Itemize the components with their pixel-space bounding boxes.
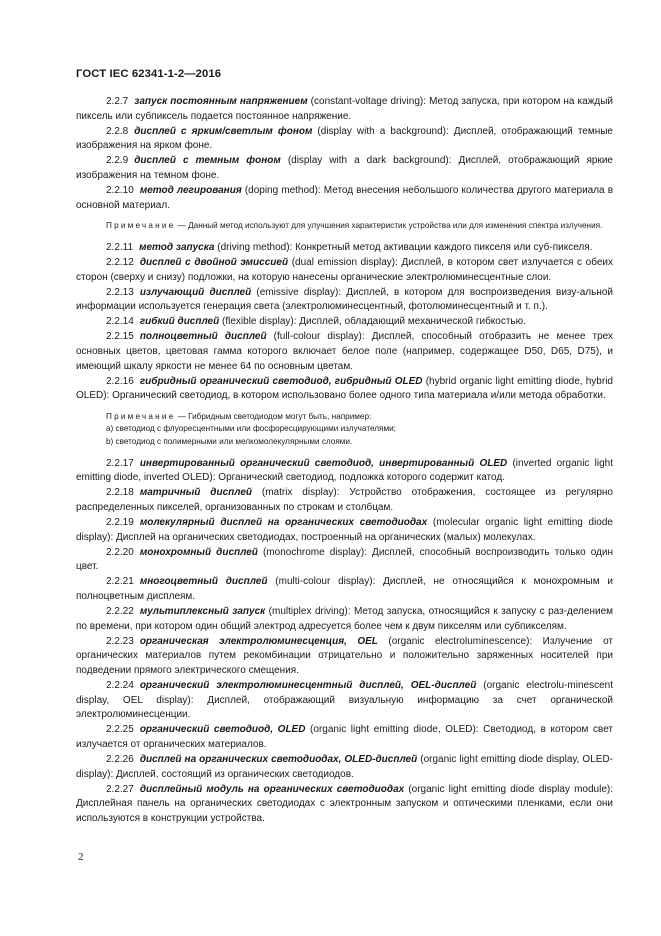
document-header: ГОСТ IEC 62341-1-2—2016: [76, 68, 222, 80]
definition-paragraph: [76, 679, 613, 723]
definition-paragraph: [76, 516, 613, 545]
definition-paragraph: [76, 241, 613, 256]
definition-text: (full-colour display): Дисплей, способный отобразить не менее трех основных цветов, цветовая гамма которого включает белое поле (например, содержащее D50, D65, D75), и имеющий шкалу яркости не менее 64 по основным цветам.: [76, 331, 613, 372]
term: гибкий дисплей: [139, 316, 220, 328]
definition-text: (organic electrolu-minescent display, OEL display): Дисплей, отображающий визуальную информацию за счет органической электролюминесценции.: [76, 680, 614, 721]
definition-text: (flexible display): Дисплей, обладающий механической гибкостью.: [219, 316, 526, 328]
definition-text: (display with a background): Дисплей, отображающий темные изображения на ярком фоне.: [76, 125, 613, 152]
term: монохромный дисплей: [139, 546, 258, 558]
clause-number: 2.2.8: [106, 125, 129, 137]
definition-paragraph: [76, 95, 613, 124]
note-list-item: b) светодиод с полимерными или мелкомолекулярными слоями.: [106, 437, 353, 447]
term: органический светодиод, OLED: [139, 724, 306, 736]
term: запуск постоянным напряжением: [134, 96, 308, 107]
term: полноцветный дисплей: [139, 331, 267, 343]
clause-number: 2.2.22: [106, 606, 134, 618]
definition-text: (multi-colour display): Дисплей, не относящийся к монохромным и полноцветным дисплеям.: [76, 576, 613, 602]
definition-paragraph: [76, 286, 613, 315]
note-text: — Данный метод используют для улучшения характеристик устройства или для изменения спектра излучения.: [175, 221, 603, 231]
definition-text: (organic light emitting diode display module): Дисплейная панель на органических светодиодах с электронным запуском и оптическими пленками, если они используются в конструкции устройства.: [76, 783, 613, 824]
definition-paragraph: [76, 457, 613, 486]
definition-paragraph: [76, 486, 613, 515]
note-list-item: а) светодиод с флуоресцентными или фосфоресцирующими излучателями;: [106, 424, 396, 434]
clause-number: 2.2.16: [106, 375, 134, 387]
note-label: Примечание: [106, 221, 176, 231]
clause-number: 2.2.20: [106, 546, 134, 558]
definition-text: (dual emission display): Дисплей, в котором свет излучается с обеих сторон (сверху и снизу) подложки, на которую нанесены органические электролюминесцентные слои.: [76, 256, 613, 283]
clause-number: 2.2.10: [106, 185, 134, 197]
definition-text: (organic light emitting diode display, OLED-display): Дисплей, состоящий из органических светодиодов.: [76, 754, 613, 780]
clause-number: 2.2.7: [106, 96, 129, 107]
term: многоцветный дисплей: [139, 576, 268, 588]
definition-paragraph: [76, 605, 613, 634]
term: органическая электролюминесценция, OEL: [139, 635, 378, 647]
definition-text: (driving method): Конкретный метод активации каждого пикселя или суб-пикселя.: [214, 241, 593, 253]
definition-paragraph: [76, 575, 613, 604]
definition-text: (molecular organic light emitting diode display): Дисплей на органических светодиодах, построенный на органических (малых) молекулах.: [76, 517, 613, 543]
definition-text: (monochrome display): Дисплей, способный воспроизводить только один цвет.: [76, 546, 613, 573]
clause-number: 2.2.25: [106, 724, 134, 736]
definition-paragraph: [76, 154, 613, 183]
term: гибридный органический светодиод, гибридный OLED: [139, 375, 423, 387]
term: матричный дисплей: [139, 487, 252, 499]
term: органический электролюминесцентный дисплей, OEL-дисплей: [139, 680, 477, 692]
definition-paragraph: [76, 125, 613, 154]
definition-text: (organic light emitting diode, OLED): Светодиод, в котором свет излучается от органических материалов.: [76, 724, 614, 750]
note-label: Примечание: [106, 411, 176, 421]
clause-number: 2.2.19: [106, 517, 134, 529]
clause-number: 2.2.13: [106, 286, 134, 298]
definition-text: (hybrid organic light emitting diode, hybrid OLED): Органический светодиод, в котором использовано более одного типа материала и/или метода обработки.: [76, 375, 613, 402]
term: инвертированный органический светодиод, инвертированный OLED: [139, 457, 508, 469]
definition-paragraph: [76, 256, 613, 285]
term: метод запуска: [139, 241, 215, 253]
note-text: — Гибридным светодиодом могут быть, например:: [175, 411, 372, 421]
term: дисплей с ярким/светлым фоном: [134, 125, 313, 137]
term: молекулярный дисплей на органических светодиодах: [139, 517, 428, 529]
note-paragraph: [76, 220, 613, 233]
definition-paragraph: [76, 184, 613, 213]
definition-text: (emissive display): Дисплей, в котором для воспроизведения визу-альной информации используется генерация света (электролюминесцентный, фотолюминесцентный и т. п.).: [76, 286, 613, 313]
definition-paragraph: [76, 546, 613, 575]
definition-paragraph: [76, 635, 613, 679]
term: дисплей с двойной эмиссией: [139, 256, 289, 268]
clause-number: 2.2.12: [106, 256, 134, 268]
definition-text: (inverted organic light emitting diode, inverted OLED): Органический светодиод, подложка которого содержит катод.: [76, 457, 613, 484]
definition-paragraph: [76, 375, 613, 404]
term: дисплей с темным фоном: [134, 155, 281, 167]
definition-text: (constant-voltage driving): Метод запуска, при котором на каждый пиксель или субпиксель подается постоянное напряжение.: [76, 96, 613, 122]
definition-paragraph: [76, 783, 613, 827]
definition-text: (multiplex driving): Метод запуска, относящийся к запуску с раз-делением по времени, при котором один общий электрод адресуется более чем к двум пикселям или субпикселям.: [76, 606, 613, 632]
note-paragraph: [76, 411, 613, 424]
clause-number: 2.2.26: [106, 754, 134, 766]
definition-text: (organic electroluminescence): Излучение от органических материалов путем рекомбинации отрицательно и положительно заряженных носителей при подведении прямого электрического смещения.: [76, 635, 613, 676]
clause-number: 2.2.15: [106, 331, 134, 343]
clause-number: 2.2.9: [106, 155, 129, 167]
definition-paragraph: [76, 330, 613, 374]
document-body: [76, 95, 613, 827]
definition-text: (matrix display): Устройство отображения, состоящее из регулярно распределенных пикселей, организованных по строкам и столбцам.: [76, 487, 613, 513]
definition-paragraph: [76, 315, 613, 330]
clause-number: 2.2.27: [106, 783, 134, 795]
definition-paragraph: [76, 753, 613, 782]
definition-text: (doping method): Метод внесения небольшого количества другого материала в основной материал.: [76, 185, 614, 211]
clause-number: 2.2.18: [106, 487, 134, 499]
clause-number: 2.2.14: [106, 316, 134, 328]
term: метод легирования: [139, 185, 242, 197]
term: излучающий дисплей: [139, 286, 252, 298]
note: [76, 220, 613, 233]
page-number: 2: [78, 851, 84, 863]
note: [76, 411, 613, 449]
term: мультиплексный запуск: [139, 606, 266, 618]
definition-paragraph: [76, 723, 613, 752]
clause-number: 2.2.24: [106, 680, 134, 692]
clause-number: 2.2.23: [106, 635, 134, 647]
clause-number: 2.2.11: [106, 241, 134, 253]
term: дисплей на органических светодиодах, OLED-дисплей: [139, 754, 418, 766]
clause-number: 2.2.17: [106, 457, 134, 469]
term: дисплейный модуль на органических светодиодах: [139, 783, 405, 795]
definition-text: (display with a dark background): Дисплей, отображающий яркие изображения на темном фоне.: [76, 155, 613, 181]
clause-number: 2.2.21: [106, 576, 134, 588]
